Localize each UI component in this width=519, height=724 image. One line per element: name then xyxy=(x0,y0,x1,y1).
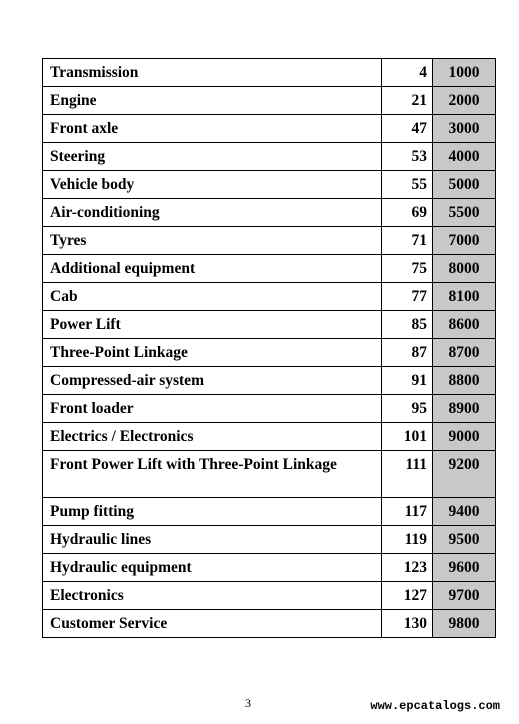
section-page: 111 xyxy=(382,451,433,498)
section-title: Electronics xyxy=(43,582,382,610)
section-page: 130 xyxy=(382,610,433,638)
section-title: Front loader xyxy=(43,395,382,423)
section-page: 21 xyxy=(382,87,433,115)
section-page: 123 xyxy=(382,554,433,582)
section-title: Compressed-air system xyxy=(43,367,382,395)
section-page: 95 xyxy=(382,395,433,423)
table-row xyxy=(43,498,496,526)
section-code: 3000 xyxy=(433,115,496,143)
section-title: Front axle xyxy=(43,115,382,143)
section-code: 9400 xyxy=(433,498,496,526)
table-of-contents xyxy=(42,58,496,638)
section-page: 91 xyxy=(382,367,433,395)
section-code: 9600 xyxy=(433,554,496,582)
section-code: 5000 xyxy=(433,171,496,199)
table-row xyxy=(43,526,496,554)
table-row xyxy=(43,115,496,143)
section-code: 9700 xyxy=(433,582,496,610)
section-page: 101 xyxy=(382,423,433,451)
section-code: 7000 xyxy=(433,227,496,255)
section-page: 87 xyxy=(382,339,433,367)
page-number: 3 xyxy=(245,696,251,710)
section-code: 8700 xyxy=(433,339,496,367)
section-page: 4 xyxy=(382,59,433,87)
section-title: Front Power Lift with Three-Point Linkage xyxy=(43,451,382,498)
table-row xyxy=(43,423,496,451)
section-title: Vehicle body xyxy=(43,171,382,199)
section-title: Engine xyxy=(43,87,382,115)
section-page: 77 xyxy=(382,283,433,311)
section-page: 53 xyxy=(382,143,433,171)
section-title: Electrics / Electronics xyxy=(43,423,382,451)
table-row xyxy=(43,582,496,610)
table-row xyxy=(43,227,496,255)
section-title: Transmission xyxy=(43,59,382,87)
section-title: Cab xyxy=(43,283,382,311)
section-code: 9000 xyxy=(433,423,496,451)
table-row xyxy=(43,339,496,367)
section-page: 85 xyxy=(382,311,433,339)
section-code: 8800 xyxy=(433,367,496,395)
section-title: Three-Point Linkage xyxy=(43,339,382,367)
table-row xyxy=(43,395,496,423)
table-row xyxy=(43,610,496,638)
section-page: 117 xyxy=(382,498,433,526)
section-code: 4000 xyxy=(433,143,496,171)
table-row xyxy=(43,143,496,171)
section-code: 8000 xyxy=(433,255,496,283)
table-row xyxy=(43,199,496,227)
section-title: Customer Service xyxy=(43,610,382,638)
section-title: Power Lift xyxy=(43,311,382,339)
table-row xyxy=(43,171,496,199)
section-title: Additional equipment xyxy=(43,255,382,283)
table-row xyxy=(43,554,496,582)
table-row xyxy=(43,311,496,339)
table-row xyxy=(43,87,496,115)
section-code: 2000 xyxy=(433,87,496,115)
table-row xyxy=(43,59,496,87)
section-code: 8600 xyxy=(433,311,496,339)
table-row xyxy=(43,367,496,395)
section-code: 1000 xyxy=(433,59,496,87)
section-code: 8100 xyxy=(433,283,496,311)
section-page: 55 xyxy=(382,171,433,199)
section-code: 9500 xyxy=(433,526,496,554)
section-code: 8900 xyxy=(433,395,496,423)
section-code: 9800 xyxy=(433,610,496,638)
section-page: 47 xyxy=(382,115,433,143)
section-page: 127 xyxy=(382,582,433,610)
section-title: Tyres xyxy=(43,227,382,255)
section-code: 5500 xyxy=(433,199,496,227)
section-title: Pump fitting xyxy=(43,498,382,526)
table-row xyxy=(43,451,496,498)
table-row xyxy=(43,255,496,283)
section-title: Hydraulic lines xyxy=(43,526,382,554)
section-title: Air-conditioning xyxy=(43,199,382,227)
section-code: 9200 xyxy=(433,451,496,498)
table-row xyxy=(43,283,496,311)
watermark: www.epcatalogs.com xyxy=(370,699,500,713)
section-title: Hydraulic equipment xyxy=(43,554,382,582)
section-page: 119 xyxy=(382,526,433,554)
section-page: 71 xyxy=(382,227,433,255)
section-title: Steering xyxy=(43,143,382,171)
section-page: 75 xyxy=(382,255,433,283)
section-page: 69 xyxy=(382,199,433,227)
